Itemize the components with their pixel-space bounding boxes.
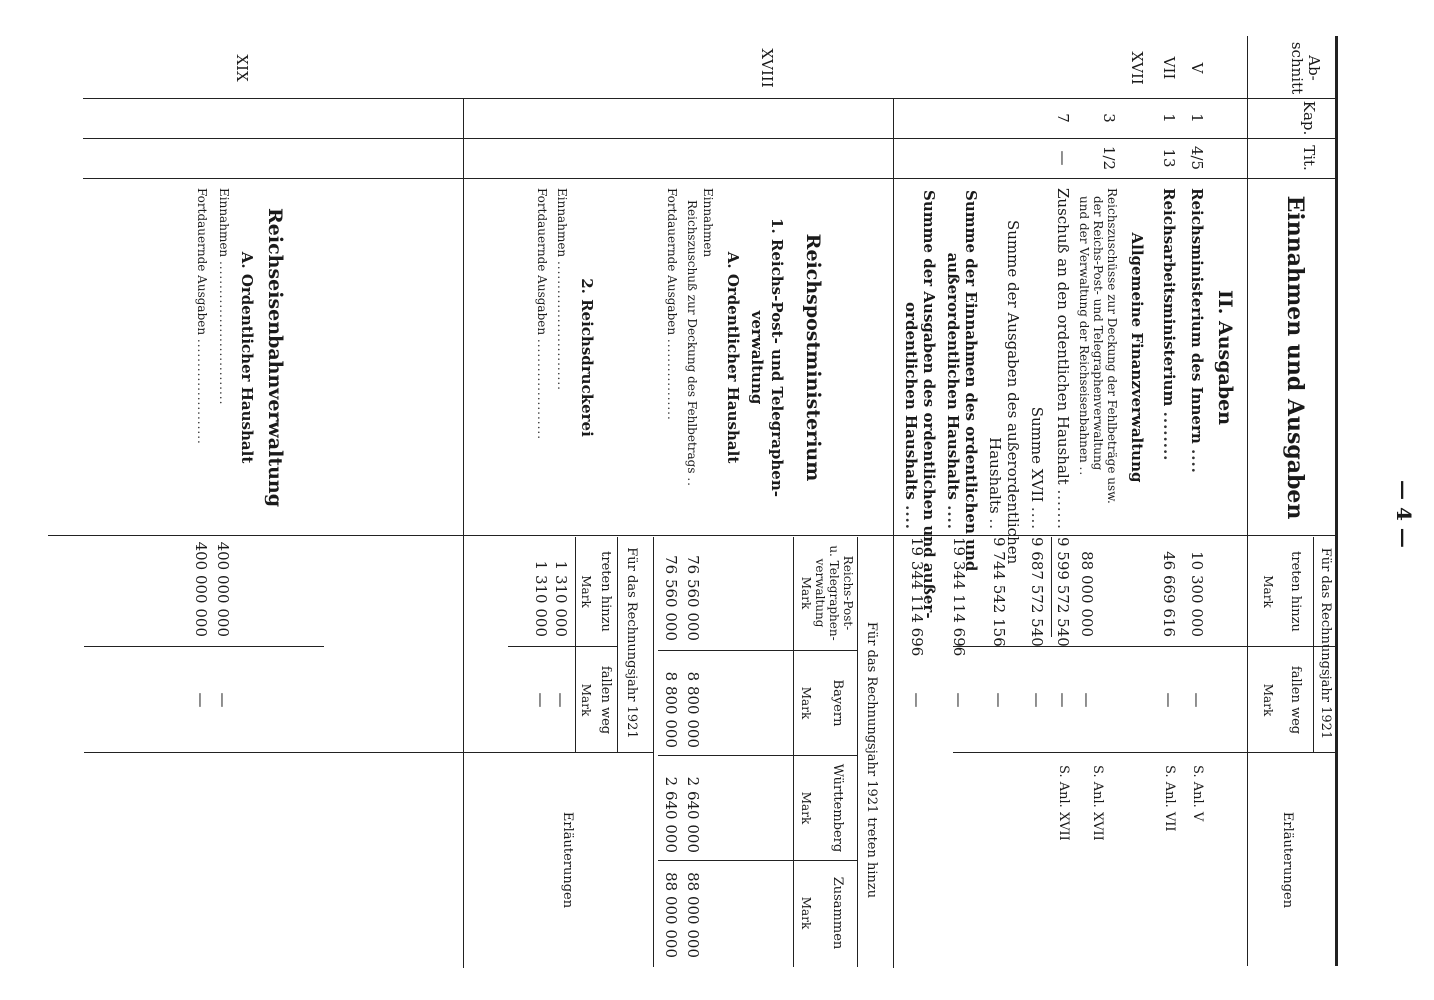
row-weg: — <box>1078 692 1096 708</box>
sum-einn-weg: — <box>950 692 968 708</box>
sum-einn-label1: Summe der Einnahmen des ordentlichen und <box>962 190 980 572</box>
header-main: Einnahmen und Ausgaben <box>1282 195 1308 520</box>
druckerei-title: 2. Reichsdruckerei <box>578 278 596 437</box>
post-col-divider3 <box>658 860 858 861</box>
section-heading: Allgemeine Finanzverwaltung <box>1128 232 1146 483</box>
post-fa-value: 88 000 000 <box>662 872 680 958</box>
post-fa-value: 2 640 000 <box>662 776 680 853</box>
header-titel: Tit. <box>1300 145 1318 171</box>
druckerei-group-rule <box>617 537 618 752</box>
bahn-f-weg: — <box>192 692 210 708</box>
post-col-wuerttemberg: Württemberg <box>830 763 845 853</box>
druckerei-col-divider <box>508 646 618 647</box>
row-text: Reichsarbeitsministerium ........ <box>1160 188 1178 462</box>
row-erl: S. Anl. VII <box>1162 765 1177 832</box>
row-hinzu: 10 300 000 <box>1188 551 1206 637</box>
sum-ao-label1: Summe der Ausgaben des außerordentlichen <box>1004 220 1022 565</box>
druckerei-right-rule <box>464 752 654 753</box>
header-bottom-rule <box>1247 36 1248 966</box>
row-hinzu: 46 669 616 <box>1160 551 1178 637</box>
druckerei-hinzu: treten hinzu <box>598 551 613 632</box>
druckerei-einnahmen: Einnahmen ........................... <box>555 188 569 391</box>
bahn-haushalt: A. Ordentlicher Haushalt <box>238 251 256 464</box>
summe-xvii-weg: — <box>1028 692 1046 708</box>
post-col-bayern: Bayern <box>830 679 845 727</box>
col-divider-hinzu <box>953 646 1338 647</box>
druckerei-erlaeuterungen: Erläuterungen <box>560 811 575 909</box>
druckerei-header-rule <box>575 537 576 752</box>
bahn-fortdauernde: Fortdauernde Ausgaben ...................... <box>195 188 209 445</box>
header-abschnitt: Ab- schnitt <box>1287 41 1323 95</box>
post-group-rule <box>857 537 858 967</box>
section-title: II. Ausgaben <box>1214 289 1236 426</box>
row-text: Reichsministerium des Innern .... <box>1188 188 1206 474</box>
sum-einn-value: 19 344 114 696 <box>950 537 968 657</box>
row-text-line2: der Reichs-Post- und Telegraphenverwaltung <box>1091 196 1105 471</box>
post-fortdauernde: Fortdauernde Ausgaben ................. <box>665 188 679 421</box>
col-divider-tit <box>83 178 1338 179</box>
row-weg: — <box>1054 692 1072 708</box>
row-text-line3: und der Verwaltung der Reichseisenbahnen .. <box>1077 196 1091 477</box>
druckerei-e-weg: — <box>552 692 570 708</box>
post-col-zusammen: Zusammen <box>830 876 845 950</box>
row-tit: 13 <box>1160 148 1178 168</box>
druckerei-mark: Mark <box>579 575 593 608</box>
table-top-rule <box>1335 36 1338 966</box>
post-rz-value: 88 000 000 <box>684 872 702 958</box>
post-group-header: Für das Rechnungsjahr 1921 treten hinzu <box>864 621 879 899</box>
bahn-title: Reichseisenbahnverwaltung <box>264 207 286 508</box>
druckerei-e-hinzu: 1 310 000 <box>552 560 570 637</box>
post-abschnitt: XVIII <box>758 48 776 88</box>
sum-ausg-weg: — <box>908 692 926 708</box>
post-col-mark: Mark <box>799 896 813 930</box>
sum-ausg-label1: Summe der Ausgaben des ordentlichen und außer- <box>920 190 938 619</box>
divider-before-post <box>893 98 894 968</box>
post-col-divider1 <box>658 650 858 651</box>
post-reichszuschuss: Reichszuschuß zur Deckung des Fehlbetrags .. <box>685 200 699 487</box>
row-kap: 1 <box>1160 113 1178 123</box>
druckerei-weg: fallen weg <box>598 665 613 735</box>
sum-rule <box>1051 537 1052 637</box>
bahn-e-hinzu: 400 000 000 <box>214 541 232 637</box>
header-kapitel: Kap. <box>1300 100 1318 136</box>
row-tit: 4/5 <box>1188 145 1206 171</box>
row-weg: — <box>1160 692 1178 708</box>
col-divider-weg <box>953 752 1338 753</box>
bahn-f-hinzu: 400 000 000 <box>192 541 210 637</box>
row-kap: 7 <box>1054 113 1072 123</box>
row-erl: S. Anl. V <box>1190 765 1205 822</box>
bahn-abschnitt: XIX <box>233 54 251 82</box>
post-sub2: verwaltung <box>748 310 766 405</box>
sum-ausg-label2: ordentlichen Haushalts .... <box>902 302 920 530</box>
sum-ao-label2: Haushalts .. <box>986 437 1004 530</box>
post-einnahmen: Einnahmen <box>701 188 715 258</box>
summe-xvii-value: 9 687 572 540 <box>1028 537 1046 647</box>
row-weg: — <box>1188 692 1206 708</box>
druckerei-mark: Mark <box>579 683 593 717</box>
post-col-mark: Mark <box>799 576 813 610</box>
sum-ao-value: 9 744 542 156 <box>990 537 1008 647</box>
col-divider-kap <box>83 138 1338 139</box>
bahn-einnahmen: Einnahmen .............................. <box>217 188 231 406</box>
post-header-rule <box>793 537 794 967</box>
post-col-post: Reichs-Post- u. Telegraphen- verwaltung <box>813 545 855 641</box>
row-tit: — <box>1054 150 1072 166</box>
druckerei-fortdauernde: Fortdauernde Ausgaben ..................... <box>535 188 549 441</box>
header-weg: fallen weg <box>1288 665 1303 735</box>
row-erl: S. Anl. XVII <box>1090 765 1105 841</box>
post-title: Reichspostministerium <box>802 233 824 482</box>
bahn-col-divider2 <box>84 752 464 753</box>
post-rz-value: 8 800 000 <box>684 671 702 748</box>
bahn-col-divider1 <box>84 646 324 647</box>
post-col-mark: Mark <box>799 791 813 825</box>
header-group: Für das Rechnungsjahr 1921 <box>1318 547 1333 740</box>
post-sub1: 1. Reichs-Post- und Telegraphen- <box>768 218 786 497</box>
page-number: — 4 — <box>1392 480 1416 548</box>
bahn-e-weg: — <box>214 692 232 708</box>
header-erlaeuterungen: Erläuterungen <box>1280 811 1295 909</box>
summe-xvii: Summe XVII .... <box>1028 406 1046 530</box>
post-col-mark: Mark <box>799 686 813 720</box>
row-kap: 1 <box>1188 113 1206 123</box>
header-hinzu: treten hinzu <box>1288 551 1303 632</box>
header-hinzu-mark: Mark <box>1261 575 1275 608</box>
druckerei-group-header: Für das Rechnungsjahr 1921 <box>624 547 639 739</box>
row-hinzu: 9 599 572 540 <box>1054 537 1072 647</box>
row-hinzu: 88 000 000 <box>1078 551 1096 637</box>
druckerei-f-hinzu: 1 310 000 <box>532 560 550 637</box>
row-abschnitt: V <box>1188 62 1206 74</box>
sum-ao-weg: — <box>990 692 1008 708</box>
druckerei-f-weg: — <box>532 692 550 708</box>
row-abschnitt: XVII <box>1128 51 1146 85</box>
sum-einn-label2: außerordentlichen Haushalts .... <box>944 252 962 530</box>
row-tit: 1/2 <box>1100 145 1118 171</box>
row-kap: 3 <box>1100 113 1118 123</box>
row-text-line1: Reichszuschüsse zur Deckung der Fehlbeträge usw. <box>1105 188 1119 504</box>
post-fa-value: 8 800 000 <box>662 671 680 748</box>
post-haushalt: A. Ordentlicher Haushalt <box>724 251 742 464</box>
sum-ausg-value: 19 344 114 696 <box>908 537 926 657</box>
post-col-divider2 <box>658 755 858 756</box>
divider-before-bahn <box>463 98 464 968</box>
col-divider-text <box>48 535 1338 536</box>
header-weg-mark: Mark <box>1261 683 1275 717</box>
post-rz-value: 2 640 000 <box>684 776 702 853</box>
header-group-rule <box>1313 537 1314 752</box>
row-erl: S. Anl. XVII <box>1056 765 1071 841</box>
post-rz-value: 76 560 000 <box>684 555 702 641</box>
row-text: Zuschuß an den ordentlichen Haushalt ....... <box>1054 188 1072 530</box>
post-fa-value: 76 560 000 <box>662 555 680 641</box>
col-divider-abschnitt <box>83 98 1338 99</box>
row-abschnitt: VII <box>1160 56 1178 80</box>
